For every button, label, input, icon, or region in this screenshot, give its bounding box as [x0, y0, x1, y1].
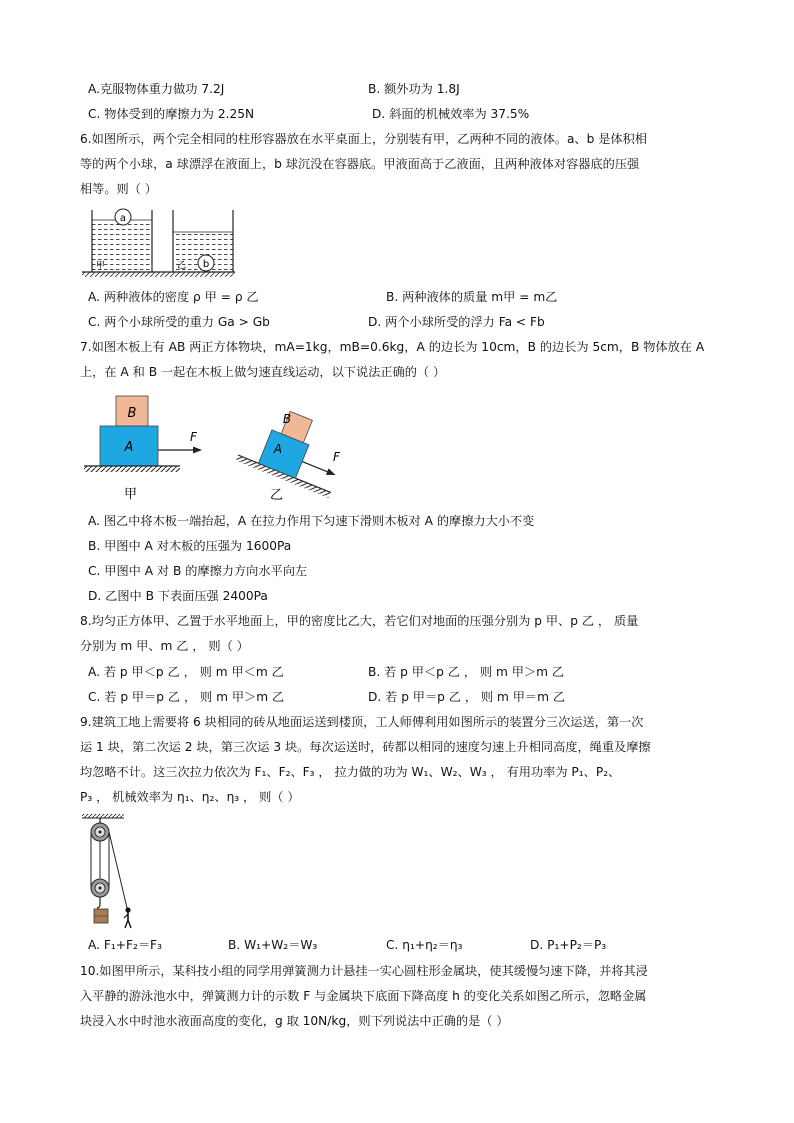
q8-stem-line-1: 8.均匀正方体甲、乙置于水平地面上，甲的密度比乙大，若它们对地面的压强分别为 p 甲、p 乙 ， 质量	[80, 614, 639, 628]
q6-containers-figure	[80, 202, 240, 280]
q8-option-d: D. 若 p 甲＝p 乙 ， 则 m 甲＝m 乙	[368, 690, 566, 704]
q6-option-a: A. 两种液体的密度 ρ 甲 = ρ 乙	[88, 290, 259, 304]
q8-stem-line-2: 分别为 m 甲、m 乙 ， 则（ ）	[80, 639, 249, 653]
q6-option-d: D. 两个小球所受的浮力 Fa < Fb	[368, 315, 545, 329]
q8-option-c: C. 若 p 甲＝p 乙 ， 则 m 甲＞m 乙	[88, 690, 285, 704]
q6-stem-line-1: 6.如图所示，两个完全相同的柱形容器放在水平桌面上，分别装有甲，乙两种不同的液体。a、b 是体积相	[80, 132, 647, 146]
q9-stem-line-2: 运 1 块，第二次运 2 块，第三次运 3 块。每次运送时，砖都以相同的速度匀速上升相同高度，绳重及摩擦	[80, 740, 651, 754]
q7-yi-block-b-label: B	[282, 412, 292, 426]
q5-option-c: C. 物体受到的摩擦力为 2.25N	[88, 107, 255, 121]
q10-stem-line-3: 块浸入水中时池水液面高度的变化，g 取 10N/kg，则下列说法中正确的是（ ）	[80, 1014, 509, 1028]
q9-worker	[125, 907, 130, 912]
q9-pulley-figure	[78, 812, 142, 930]
q6-label-yi: 乙	[177, 261, 187, 271]
q9-option-d: D. P₁+P₂＝P₃	[530, 938, 607, 952]
q7-option-d: D. 乙图中 B 下表面压强 2400Pa	[88, 589, 268, 603]
q6-option-c: C. 两个小球所受的重力 Ga > Gb	[88, 315, 270, 329]
q5-option-a: A.克服物体重力做功 7.2J	[88, 82, 225, 96]
q7-option-a: A. 图乙中将木板一端抬起，A 在拉力作用下匀速下滑则木板对 A 的摩擦力大小不变	[88, 514, 535, 528]
q10-stem-line-1: 10.如图甲所示，某科技小组的同学用弹簧测力计悬挂一实心圆柱形金属块，使其缓慢匀速下降，并将其浸	[80, 964, 648, 978]
q9-stem-line-3: 均忽略不计。这三次拉力依次为 F₁、F₂、F₃ ， 拉力做的功为 W₁、W₂、W₃ ， 有用功率为 P₁、P₂、	[80, 765, 621, 779]
q7-option-c: C. 甲图中 A 对 B 的摩擦力方向水平向左	[88, 564, 308, 578]
q7-stem-line-2: 上，在 A 和 B 一起在木板上做匀速直线运动，以下说法正确的（ ）	[80, 365, 446, 379]
q7-jia-block-a-label: A	[124, 440, 134, 455]
q6-ball-b-label: b	[202, 259, 210, 270]
q7-yi-block-a-label: A	[273, 442, 283, 456]
q7-option-b: B. 甲图中 A 对木板的压强为 1600Pa	[88, 539, 292, 553]
q5-option-d: D. 斜面的机械效率为 37.5%	[372, 107, 530, 121]
q7-figure-yi	[232, 395, 362, 507]
q5-option-b: B. 额外功为 1.8J	[368, 82, 460, 96]
q10-stem-line-2: 入平静的游泳池水中，弹簧测力计的示数 F 与金属块下底面下降高度 h 的变化关系如图乙所示，忽略金属	[80, 989, 647, 1003]
q7-jia-force-label: F	[190, 430, 197, 444]
q8-option-b: B. 若 p 甲＜p 乙 ， 则 m 甲＞m 乙	[368, 665, 565, 679]
q7-yi-force-label: F	[333, 450, 340, 464]
q7-stem-line-1: 7.如图木板上有 AB 两正方体物块，mA=1kg，mB=0.6kg，A 的边长为 10cm，B 的边长为 5cm，B 物体放在 A	[80, 340, 705, 354]
q6-ball-a-label: a	[119, 213, 127, 224]
q6-stem-line-2: 等的两个小球，a 球漂浮在液面上，b 球沉没在容器底。甲液面高于乙液面，且两种液体对容器底的压强	[80, 157, 640, 171]
q7-jia-block-b-label: B	[127, 406, 137, 421]
q9-stem-line-4: P₃ ， 机械效率为 η₁、η₂、η₃ ， 则（ ）	[80, 790, 300, 804]
q6-stem-line-3: 相等。则（ ）	[80, 182, 157, 196]
q8-option-a: A. 若 p 甲＜p 乙 ， 则 m 甲＜m 乙	[88, 665, 284, 679]
q9-option-b: B. W₁+W₂＝W₃	[228, 938, 318, 952]
q9-option-c: C. η₁+η₂＝η₃	[386, 938, 463, 952]
q7-label-yi: 乙	[270, 488, 284, 503]
q9-option-a: A. F₁+F₂＝F₃	[88, 938, 162, 952]
q6-option-b: B. 两种液体的质量 m甲 = m乙	[386, 290, 558, 304]
q9-stem-line-1: 9.建筑工地上需要将 6 块相同的砖从地面运送到楼顶，工人师傅利用如图所示的装置分三次运送，第一次	[80, 715, 644, 729]
q6-label-jia: 甲	[96, 261, 106, 271]
q7-figure-jia	[80, 388, 220, 506]
q7-label-jia: 甲	[124, 487, 138, 502]
